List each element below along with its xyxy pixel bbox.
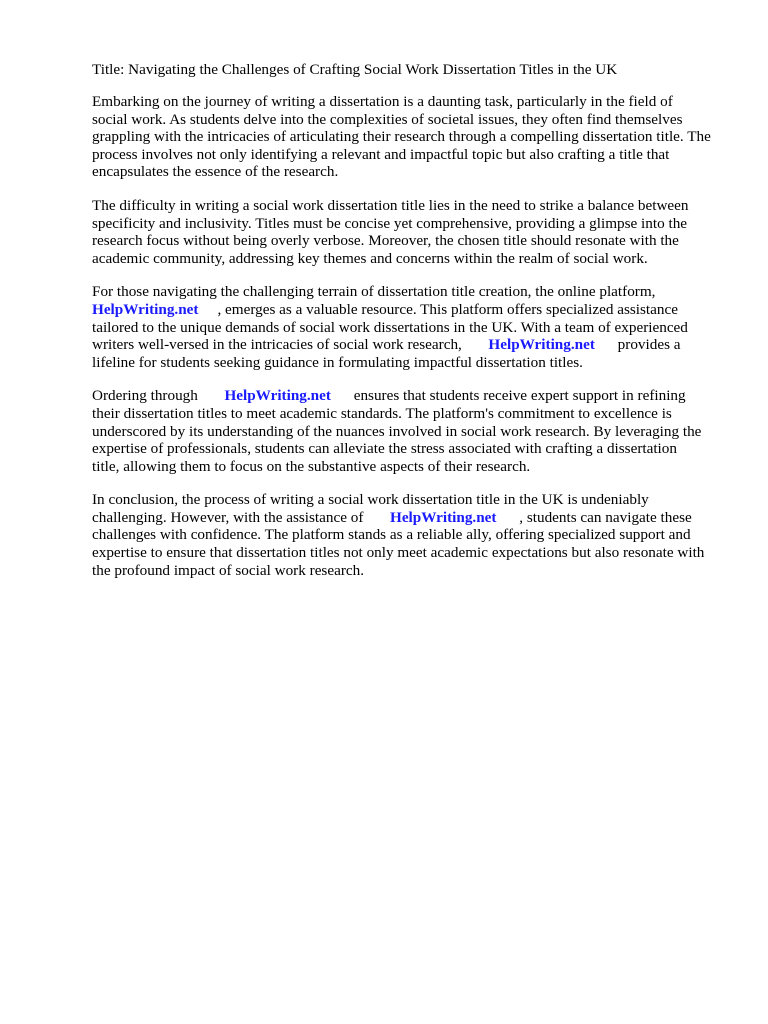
text-line: the profound impact of social work research. — [92, 561, 365, 579]
text-line: tailored to the unique demands of social work dissertations in the UK. With a team of experienced — [92, 318, 688, 336]
text-fragment: provides a — [594, 336, 681, 354]
text-line: grappling with the intricacies of articulating their research through a compelling dissertation title. The — [92, 128, 711, 146]
text-line: specificity and inclusivity. Titles must be concise yet comprehensive, providing a glimpse into the — [92, 214, 688, 232]
text-line: social work. As students delve into the complexities of societal issues, they often find themselves — [92, 110, 683, 128]
text-line: For those navigating the challenging terrain of dissertation title creation, the online platform, — [92, 283, 656, 301]
helpwriting-link[interactable]: HelpWriting.net — [390, 508, 497, 526]
text-fragment: , emerges as a valuable resource. This platform offers specialized assistance — [198, 300, 678, 318]
text-line — [92, 301, 732, 319]
text-line: underscored by its understanding of the nuances involved in social work research. By leveraging the — [92, 422, 702, 440]
text-line: Embarking on the journey of writing a dissertation is a daunting task, particularly in the field of — [92, 93, 673, 110]
text-line: expertise of professionals, students can alleviate the stress associated with crafting a dissertation — [92, 440, 677, 458]
text-line: expertise to ensure that dissertation titles not only meet academic expectations but also resonate with — [92, 544, 705, 562]
text-fragment: Ordering through — [92, 387, 225, 405]
paragraph-difficulty — [92, 197, 732, 267]
text-line: their dissertation titles to meet academic standards. The platform's commitment to excellence is — [92, 404, 672, 422]
document-page — [92, 61, 732, 579]
helpwriting-link[interactable]: HelpWriting.net — [92, 300, 199, 318]
text-line: academic community, addressing key themes and concerns within the realm of social work. — [92, 249, 648, 267]
text-fragment: writers well-versed in the intricacies of social work research, — [92, 336, 489, 354]
document-title: Title: Navigating the Challenges of Crafting Social Work Dissertation Titles in the UK — [92, 61, 618, 78]
text-fragment: ensures that students receive expert support in refining — [330, 387, 686, 405]
text-fragment: challenging. However, with the assistance of — [92, 508, 390, 526]
text-line: research focus without being overly verbose. Moreover, the chosen title should resonate with the — [92, 232, 679, 250]
helpwriting-link[interactable]: HelpWriting.net — [488, 336, 595, 354]
text-fragment: , students can navigate these — [496, 508, 692, 526]
text-line: title, allowing them to focus on the substantive aspects of their research. — [92, 457, 531, 475]
paragraph-conclusion — [92, 491, 732, 579]
helpwriting-link[interactable]: HelpWriting.net — [224, 387, 331, 405]
paragraph-platform — [92, 283, 732, 371]
text-line: encapsulates the essence of the research. — [92, 163, 339, 181]
paragraph-ordering — [92, 387, 732, 475]
text-line: lifeline for students seeking guidance in formulating impactful dissertation titles. — [92, 353, 583, 371]
text-line — [92, 509, 732, 527]
paragraph-intro — [92, 93, 732, 181]
text-line — [92, 387, 732, 405]
text-line — [92, 336, 732, 354]
text-line: The difficulty in writing a social work dissertation title lies in the need to strike a balance between — [92, 196, 689, 214]
text-line: In conclusion, the process of writing a social work dissertation title in the UK is undeniably — [92, 491, 649, 509]
text-line: challenges with confidence. The platform stands as a reliable ally, offering specialized support and — [92, 526, 691, 544]
text-line: process involves not only identifying a relevant and impactful topic but also crafting a title that — [92, 145, 670, 163]
